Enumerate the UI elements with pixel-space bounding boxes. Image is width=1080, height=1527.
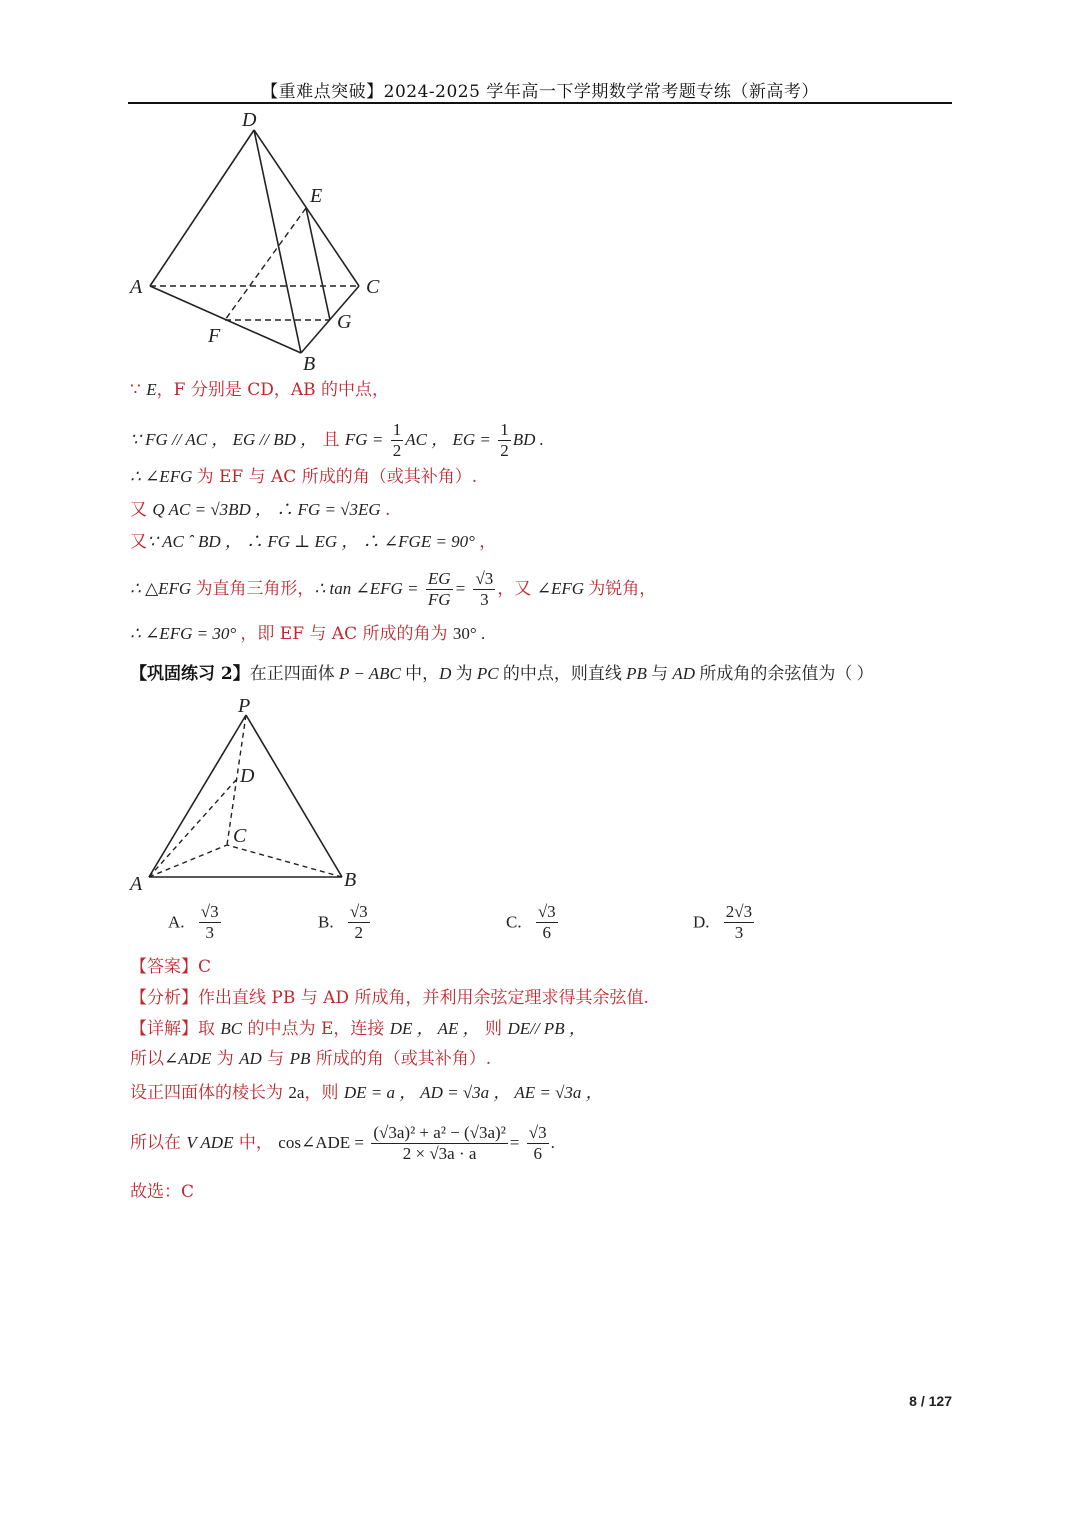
tetrahedron-figure-2 <box>120 690 380 900</box>
solution1-line5: 又∵ AC ˆ BD ， ∴ FG ⊥ EG ， ∴ ∠FGE = 90° ， <box>130 532 497 552</box>
solution1-line6: ∴ △EFG 为直角三角形，∴ tan ∠EFG = $\frac{EG}{FG}$ = $\frac{√3}{3}$ ，又 ∠EFG 为锐角， <box>130 569 657 609</box>
solution1-line3: ∴ ∠EFG 为 EF 与 AC 所成的角（或其补角）. <box>130 467 478 487</box>
option-A[interactable]: A. $\frac{√3}{3}$ <box>168 902 219 942</box>
final-answer: 故选：C <box>130 1182 195 1202</box>
exercise2-question: 【巩固练习 2】在正四面体 P − ABC 中，D 为 PC 的中点，则直线 PB 与 AD 所成角的余弦值为（ ） <box>130 664 874 684</box>
solution1-line4: 又 Q AC = √3BD ， ∴ FG = √3EG . <box>130 500 391 520</box>
detail-line3: 设正四面体的棱长为 2a，则 DE = a ， AD = √3a ， AE = √3a ， <box>130 1083 603 1103</box>
label-D: D <box>240 765 255 787</box>
page-header-title: 【重难点突破】2024-2025 学年高一下学期数学常考题专练（新高考） <box>261 82 819 102</box>
label-C: C <box>233 825 247 847</box>
option-B[interactable]: B. $\frac{√3}{2}$ <box>318 902 368 942</box>
detail-line4: 所以在 V ADE 中， cos∠ADE = $\frac{\text{(√3a)² + a² − (√3a)²}}{2 \times √3a \cdot a}$ = $\frac{√3}{6}$ . <box>130 1123 555 1163</box>
edge-PA <box>149 715 246 877</box>
edge-AC-hidden <box>149 845 227 877</box>
label-A: A <box>130 873 143 895</box>
answer-line: 【答案】C <box>130 957 212 977</box>
label-E: E <box>310 185 323 207</box>
label-A: A <box>130 276 143 298</box>
edge-PB <box>246 715 342 877</box>
label-P: P <box>238 695 251 717</box>
header-rule <box>128 102 952 104</box>
label-C: C <box>366 276 380 298</box>
label-B: B <box>344 869 357 891</box>
solution1-line2: ∵ FG // AC ， EG // BD ， 且 FG = $\frac{1}{2}$ AC ， EG = $\frac{1}{2}$ BD . <box>130 420 544 460</box>
detail-line1: 【详解】取 BC 的中点为 E，连接 DE ， AE ， 则 DE// PB ， <box>130 1019 586 1039</box>
tetrahedron-figure-1 <box>120 105 400 380</box>
label-D: D <box>242 109 257 131</box>
label-G: G <box>337 311 352 333</box>
page-number: 8 / 127 <box>909 1393 952 1409</box>
option-D[interactable]: D. $\frac{2√3}{3}$ <box>693 902 753 942</box>
analysis-line: 【分析】作出直线 PB 与 AD 所成角，并利用余弦定理求得其余弦值. <box>130 988 649 1008</box>
segment-EF-hidden <box>225 208 306 320</box>
solution1-line7: ∴ ∠EFG = 30° ，即 EF 与 AC 所成的角为 30° . <box>130 624 486 644</box>
detail-line2: 所以∠ADE 为 AD 与 PB 所成的角（或其补角）. <box>130 1049 492 1069</box>
segment-AD-hidden <box>149 780 236 877</box>
solution1-line1: ∵ E，F 分别是 CD，AB 的中点， <box>130 380 390 400</box>
option-C[interactable]: C. $\frac{√3}{6}$ <box>506 902 556 942</box>
edge-DA <box>150 130 254 286</box>
edge-BC-hidden <box>227 845 342 877</box>
label-B: B <box>303 353 316 375</box>
label-F: F <box>208 325 221 347</box>
